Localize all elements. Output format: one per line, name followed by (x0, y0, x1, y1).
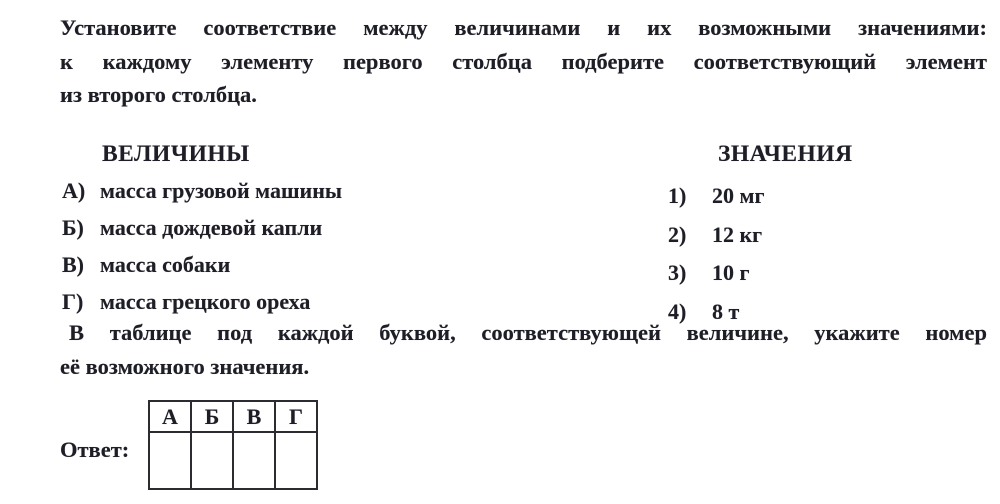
intro-line: из второго столбца. (60, 82, 257, 107)
item-marker: 4) (668, 298, 687, 324)
item-label: 10 г (712, 260, 750, 285)
values-header: ЗНАЧЕНИЯ (718, 141, 853, 167)
values-list (668, 177, 968, 331)
item-label: масса дождевой капли (100, 215, 323, 240)
answer-cell-g (275, 432, 317, 489)
intro-line: к каждому элементу первого столбца подберите соответствующий элемент (60, 48, 987, 74)
quantities-column (62, 139, 492, 320)
item-marker: А) (62, 178, 86, 203)
item-label: масса собаки (100, 252, 231, 277)
instruction-line: её возможного значения. (60, 353, 310, 379)
answer-cell-a (149, 432, 191, 489)
quantity-item-g (62, 283, 492, 320)
item-label: 8 т (712, 298, 740, 324)
answer-cell-b (191, 432, 233, 489)
task-intro-paragraph (60, 11, 987, 112)
answer-column-header-b: Б (191, 401, 233, 432)
answer-table (148, 400, 318, 490)
item-marker: 2) (668, 221, 687, 247)
quantities-list (62, 172, 492, 320)
answer-section (60, 400, 318, 490)
quantity-item-b (62, 209, 492, 246)
item-label: 12 кг (712, 221, 763, 247)
value-item-2 (668, 216, 968, 255)
answer-header-row (149, 401, 317, 432)
answer-column-header-a: А (149, 401, 191, 432)
item-marker: В) (62, 252, 84, 277)
quantities-header: ВЕЛИЧИНЫ (102, 141, 250, 167)
quantity-item-a (62, 172, 492, 209)
item-label: масса грецкого ореха (100, 289, 311, 314)
answer-label: Ответ: (60, 437, 130, 462)
intro-line: Установите соответствие между величинами и их возможными значениями: (60, 15, 987, 40)
table-instruction-paragraph (60, 316, 987, 383)
answer-input-row (149, 432, 317, 489)
item-label: масса грузовой машины (100, 178, 343, 203)
quantity-item-v (62, 246, 492, 283)
value-item-3 (668, 254, 968, 293)
instruction-line: В таблице под каждой буквой, соответствующей величине, укажите номер (69, 320, 987, 345)
answer-column-header-g: Г (275, 401, 317, 432)
answer-column-header-v: В (233, 401, 275, 432)
values-column (668, 139, 968, 331)
item-marker: 3) (668, 260, 687, 285)
answer-cell-v (233, 432, 275, 489)
value-item-1 (668, 177, 968, 216)
item-marker: 1) (668, 183, 687, 208)
item-label: 20 мг (712, 183, 765, 208)
item-marker: Б) (62, 215, 84, 240)
item-marker: Г) (62, 289, 84, 314)
